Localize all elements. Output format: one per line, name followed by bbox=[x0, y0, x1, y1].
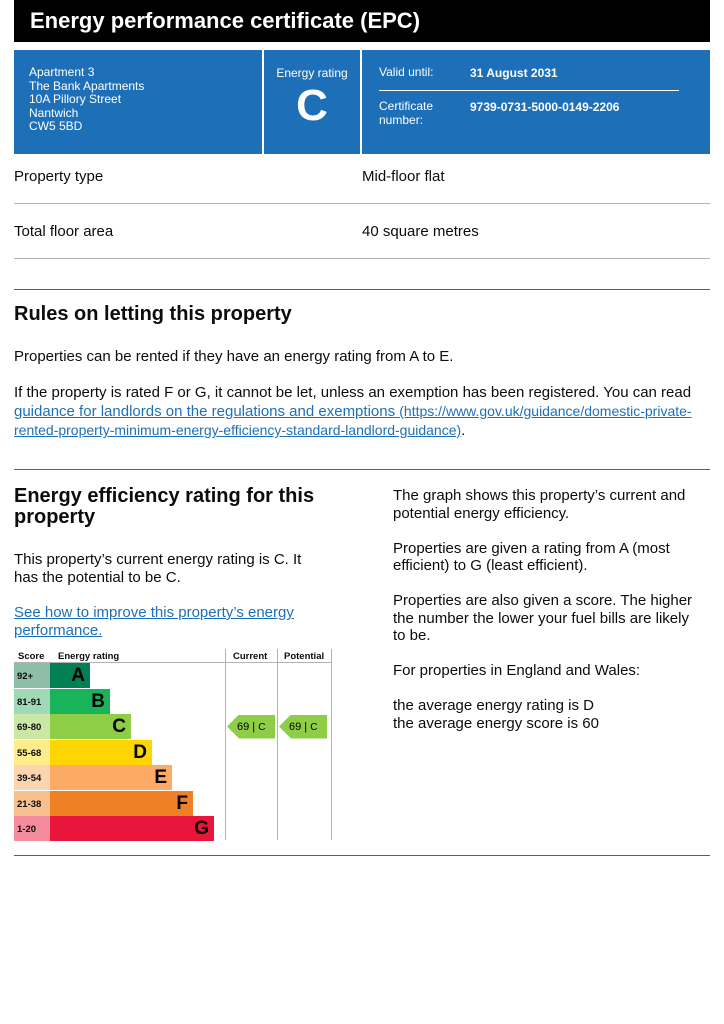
current-rating-arrow bbox=[227, 715, 275, 739]
band-score: 81-91 bbox=[14, 689, 50, 714]
landlord-guidance-link[interactable]: guidance for landlords on the regulations and exemptions (https://www.gov.uk/guidance/domestic-private- rented-property-minimum-energy-efficiency-standard-landlord-guidance) bbox=[14, 403, 692, 438]
page-title: Energy performance certificate (EPC) bbox=[14, 0, 710, 42]
property-type-row bbox=[14, 150, 710, 204]
band-bar bbox=[50, 714, 131, 739]
band-score: 1-20 bbox=[14, 816, 50, 841]
certificate-number-label: Certificate number: bbox=[379, 99, 434, 127]
floor-area-label: Total floor area bbox=[14, 223, 114, 240]
band-letter: B bbox=[91, 690, 105, 712]
explanation-paragraph: the average energy rating is D the average energy score is 60 bbox=[393, 697, 599, 732]
band-letter: F bbox=[176, 792, 188, 814]
valid-until-label: Valid until: bbox=[379, 65, 434, 79]
improve-performance-link[interactable]: See how to improve this property’s energy performance. bbox=[14, 604, 294, 639]
band-letter: C bbox=[112, 716, 126, 737]
chart-column-divider bbox=[277, 649, 278, 840]
property-type-value: Mid-floor flat bbox=[362, 168, 445, 185]
energy-rating-label: Energy rating bbox=[276, 66, 348, 80]
band-score: 39-54 bbox=[14, 765, 50, 790]
letting-paragraph-1: Properties can be rented if they have an energy rating from A to E. bbox=[14, 348, 454, 365]
certificate-number-value: 9739-0731-5000-0149-2206 bbox=[470, 100, 620, 114]
property-type-label: Property type bbox=[14, 168, 104, 185]
band-score: 69-80 bbox=[14, 714, 50, 739]
panel-divider bbox=[360, 50, 362, 154]
band-letter: D bbox=[133, 741, 147, 763]
column-header-score: Score bbox=[18, 651, 45, 662]
current-rating-text: This property’s current energy rating is C. It has the potential to be C. bbox=[14, 551, 302, 586]
efficiency-explanation bbox=[393, 487, 708, 750]
band-bar bbox=[50, 740, 152, 765]
valid-until-value: 31 August 2031 bbox=[470, 66, 558, 80]
band-score: 21-38 bbox=[14, 791, 50, 816]
floor-area-value: 40 square metres bbox=[362, 223, 479, 240]
energy-rating-chart bbox=[14, 649, 332, 840]
chart-header bbox=[14, 649, 332, 663]
summary-panel bbox=[14, 50, 710, 154]
certificate-info bbox=[379, 65, 679, 127]
efficiency-heading: Energy efficiency rating for this property bbox=[14, 485, 315, 528]
band-bar bbox=[50, 791, 193, 816]
column-header-current: Current bbox=[233, 651, 268, 662]
band-bar bbox=[50, 765, 172, 790]
section-divider bbox=[14, 855, 710, 856]
letting-paragraph-2: If the property is rated F or G, it cannot be let, unless an exemption has been registered. You can read guidance for landlords on the regulations and exemptions (https://www.gov.uk/guidance/domestic-private- rented-property-minimum-energy-efficiency-standard-landlord-guidance). bbox=[14, 384, 692, 439]
explanation-paragraph: Properties are given a rating from A (most efficient) to G (least efficient). bbox=[393, 539, 670, 574]
address-line: Apartment 3 bbox=[29, 65, 95, 79]
address-line: CW5 5BD bbox=[29, 119, 83, 133]
potential-rating-arrow bbox=[279, 715, 327, 739]
letting-heading: Rules on letting this property bbox=[14, 303, 292, 325]
band-score: 92+ bbox=[14, 663, 50, 688]
band-bar bbox=[50, 689, 110, 714]
address-line: Nantwich bbox=[29, 105, 79, 120]
info-divider bbox=[379, 90, 679, 91]
explanation-paragraph: For properties in England and Wales: bbox=[393, 662, 641, 679]
band-bar bbox=[50, 663, 90, 688]
band-score: 55-68 bbox=[14, 740, 50, 765]
band-bar bbox=[50, 816, 214, 841]
energy-rating-box bbox=[264, 66, 360, 128]
current-rating-arrow-label: 69 | C bbox=[237, 720, 266, 733]
floor-area-row bbox=[14, 205, 710, 259]
improve-paragraph bbox=[14, 604, 294, 639]
band-letter: A bbox=[71, 665, 85, 686]
column-header-potential: Potential bbox=[284, 651, 325, 662]
energy-rating-letter: C bbox=[296, 81, 328, 130]
band-letter: G bbox=[194, 818, 209, 839]
section-divider bbox=[14, 469, 710, 470]
address-line: 10A Pillory Street bbox=[29, 92, 122, 106]
address-line: The Bank Apartments bbox=[29, 78, 145, 93]
column-header-energy-rating: Energy rating bbox=[58, 651, 120, 662]
explanation-paragraph: The graph shows this property’s current and potential energy efficiency. bbox=[393, 487, 686, 522]
potential-rating-arrow-label: 69 | C bbox=[289, 720, 318, 733]
section-divider bbox=[14, 289, 710, 290]
address bbox=[29, 66, 144, 134]
chart-column-divider bbox=[225, 649, 226, 840]
chart-column-divider bbox=[331, 649, 332, 840]
certificate-number-row bbox=[379, 99, 679, 127]
explanation-paragraph: Properties are also given a score. The higher the number the lower your fuel bills are likely to be. bbox=[393, 592, 693, 644]
band-letter: E bbox=[154, 767, 167, 788]
valid-until-row bbox=[379, 66, 679, 80]
